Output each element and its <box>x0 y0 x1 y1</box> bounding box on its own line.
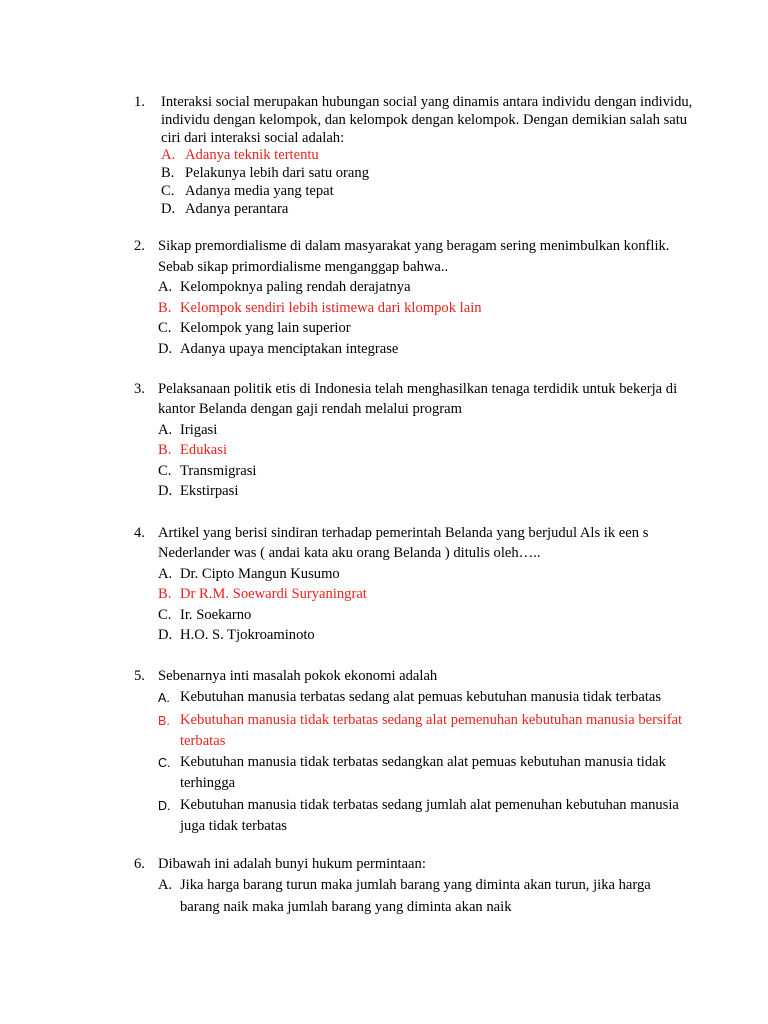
option-text: Edukasi <box>180 442 228 459</box>
option-text: Irigasi <box>180 421 218 438</box>
question-5 <box>134 666 694 837</box>
option-d <box>134 481 694 501</box>
option-d <box>134 201 694 219</box>
option-letter: D. <box>158 340 173 357</box>
option-letter: A. <box>158 877 173 894</box>
question-number: 3. <box>134 381 145 397</box>
option-a <box>134 420 694 440</box>
option-a <box>134 147 694 165</box>
option-a <box>134 277 694 298</box>
option-c <box>134 752 694 795</box>
option-letter: C. <box>161 182 175 199</box>
question-2 <box>134 236 694 360</box>
option-letter: A. <box>158 691 170 706</box>
question-text: Sebenarnya inti masalah pokok ekonomi adalah <box>158 668 438 684</box>
option-text: Ir. Soekarno <box>180 606 252 623</box>
option-text: Kebutuhan manusia tidak terbatas sedang jumlah alat pemenuhan kebutuhan manusia juga tidak terbatas <box>180 796 679 835</box>
option-letter: D. <box>161 200 176 217</box>
question-number: 1. <box>134 94 145 110</box>
option-a <box>134 687 694 709</box>
question-text: Artikel yang berisi sindiran terhadap pemerintah Belanda yang berjudul Als ik een s Nederlander was ( andai kata aku orang Belanda ) ditulis oleh….. <box>158 525 649 562</box>
question-text: Interaksi social merupakan hubungan social yang dinamis antara individu dengan individu, individu dengan kelompok, dan kelompok dengan kelompok. Dengan demikian salah satu ciri dari interaksi social adalah: <box>161 94 693 146</box>
option-letter: B. <box>158 713 170 728</box>
question-number: 6. <box>134 856 145 872</box>
option-letter: C. <box>158 462 172 479</box>
option-a <box>134 875 694 918</box>
option-text: Jika harga barang turun maka jumlah barang yang diminta akan turun, jika harga barang naik maka jumlah barang yang diminta akan naik <box>180 877 651 915</box>
option-letter: A. <box>161 147 176 164</box>
question-6 <box>134 854 694 918</box>
option-text: Dr. Cipto Mangun Kusumo <box>180 565 340 582</box>
option-c <box>134 605 694 625</box>
question-4 <box>134 523 694 645</box>
question-number: 5. <box>134 668 145 684</box>
option-b <box>134 584 694 604</box>
option-d <box>134 339 694 360</box>
option-letter: C. <box>158 606 172 623</box>
question-text: Sikap premordialisme di dalam masyarakat yang beragam sering menimbulkan konflik. Sebab sikap primordialisme menganggap bahwa.. <box>158 238 670 275</box>
option-letter: A. <box>158 279 173 296</box>
question-number: 2. <box>134 238 145 254</box>
option-text: Adanya upaya menciptakan integrase <box>180 340 399 357</box>
option-text: Adanya teknik tertentu <box>185 147 319 164</box>
option-d <box>134 795 694 838</box>
option-text: Kelompok yang lain superior <box>180 320 351 337</box>
option-letter: A. <box>158 565 173 582</box>
option-text: Pelakunya lebih dari satu orang <box>185 165 369 182</box>
option-text: H.O. S. Tjokroaminoto <box>180 627 315 644</box>
option-a <box>134 564 694 584</box>
option-text: Kelompoknya paling rendah derajatnya <box>180 279 411 296</box>
question-text: Pelaksanaan politik etis di Indonesia telah menghasilkan tenaga terdidik untuk bekerja di kantor Belanda dengan gaji rendah melalui program <box>158 381 678 418</box>
option-text: Kebutuhan manusia tidak terbatas sedang alat pemenuhan kebutuhan manusia bersifat terbatas <box>180 711 683 749</box>
option-letter: B. <box>161 165 175 182</box>
option-letter: C. <box>158 756 171 771</box>
option-letter: B. <box>158 299 172 316</box>
question-1 <box>134 94 694 219</box>
question-number: 4. <box>134 525 145 541</box>
option-c <box>134 318 694 339</box>
question-text: Dibawah ini adalah bunyi hukum permintaan: <box>158 856 426 872</box>
option-text: Kelompok sendiri lebih istimewa dari klompok lain <box>180 299 482 316</box>
option-text: Transmigrasi <box>180 462 257 479</box>
option-b <box>134 298 694 319</box>
option-c <box>134 183 694 201</box>
option-c <box>134 461 694 481</box>
option-letter: D. <box>158 798 171 813</box>
option-letter: A. <box>158 421 173 438</box>
option-text: Kebutuhan manusia terbatas sedang alat pemuas kebutuhan manusia tidak terbatas <box>180 689 662 706</box>
option-text: Ekstirpasi <box>180 483 239 500</box>
option-letter: B. <box>158 586 172 603</box>
option-letter: C. <box>158 320 172 337</box>
question-3 <box>134 379 694 501</box>
option-d <box>134 625 694 645</box>
option-b <box>134 440 694 460</box>
option-text: Dr R.M. Soewardi Suryaningrat <box>180 586 367 603</box>
option-letter: D. <box>158 627 173 644</box>
option-b <box>134 710 694 753</box>
option-letter: D. <box>158 483 173 500</box>
option-text: Adanya perantara <box>185 200 289 217</box>
option-text: Adanya media yang tepat <box>185 182 334 199</box>
option-text: Kebutuhan manusia tidak terbatas sedangkan alat pemuas kebutuhan manusia tidak terhingga <box>180 754 666 792</box>
option-b <box>134 165 694 183</box>
option-letter: B. <box>158 442 172 459</box>
